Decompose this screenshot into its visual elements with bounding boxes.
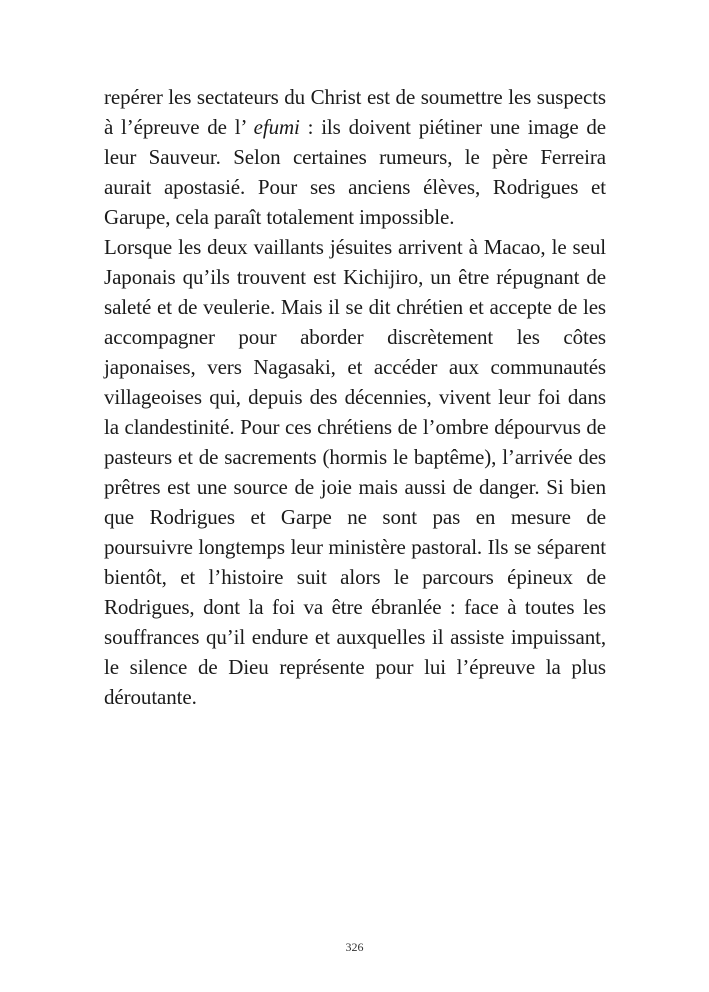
- page-number: 326: [345, 940, 364, 954]
- paragraph-1-start: repérer les sectateurs du Christ est de soumettre les suspects à l’épreuve de l’: [104, 85, 606, 139]
- paragraph-2: Lorsque les deux vaillants jésuites arrivent à Macao, le seul Japonais qu’ils trouvent est Kichijiro, un être répugnant de saleté et de veulerie. Mais il se dit chrétien et accepte de les accompagner pour aborder discrètement les côtes japonaises, vers Nagasaki, et accéder aux communautés villageoises qui, depuis des décennies, vivent leur foi dans la clandestinité. Pour ces chrétiens de l’ombre dépourvus de pasteurs et de sacrements (hormis le baptême), l’arrivée des prêtres est une source de joie mais aussi de danger. Si bien que Rodrigues et Garpe ne sont pas en mesure de poursuivre longtemps leur ministère pastoral. Ils se séparent bientôt, et l’histoire suit alors le parcours épineux de Rodrigues, dont la foi va être ébranlée : face à toutes les souffrances qu’il endure et auxquelles il assiste impuissant, le silence de Dieu représente pour lui l’épreuve la plus déroutante.: [104, 235, 606, 709]
- paragraph-1-end: : ils doivent piétiner une image de leur Sauveur. Selon certaines rumeurs, le père Ferreira aurait apostasié. Pour ses anciens élèves, Rodrigues et Garupe, cela paraît totalement impossible.: [104, 115, 606, 229]
- italic-term-efumi: efumi: [253, 115, 300, 139]
- paragraph-1: [104, 82, 606, 232]
- body-text: [104, 82, 606, 712]
